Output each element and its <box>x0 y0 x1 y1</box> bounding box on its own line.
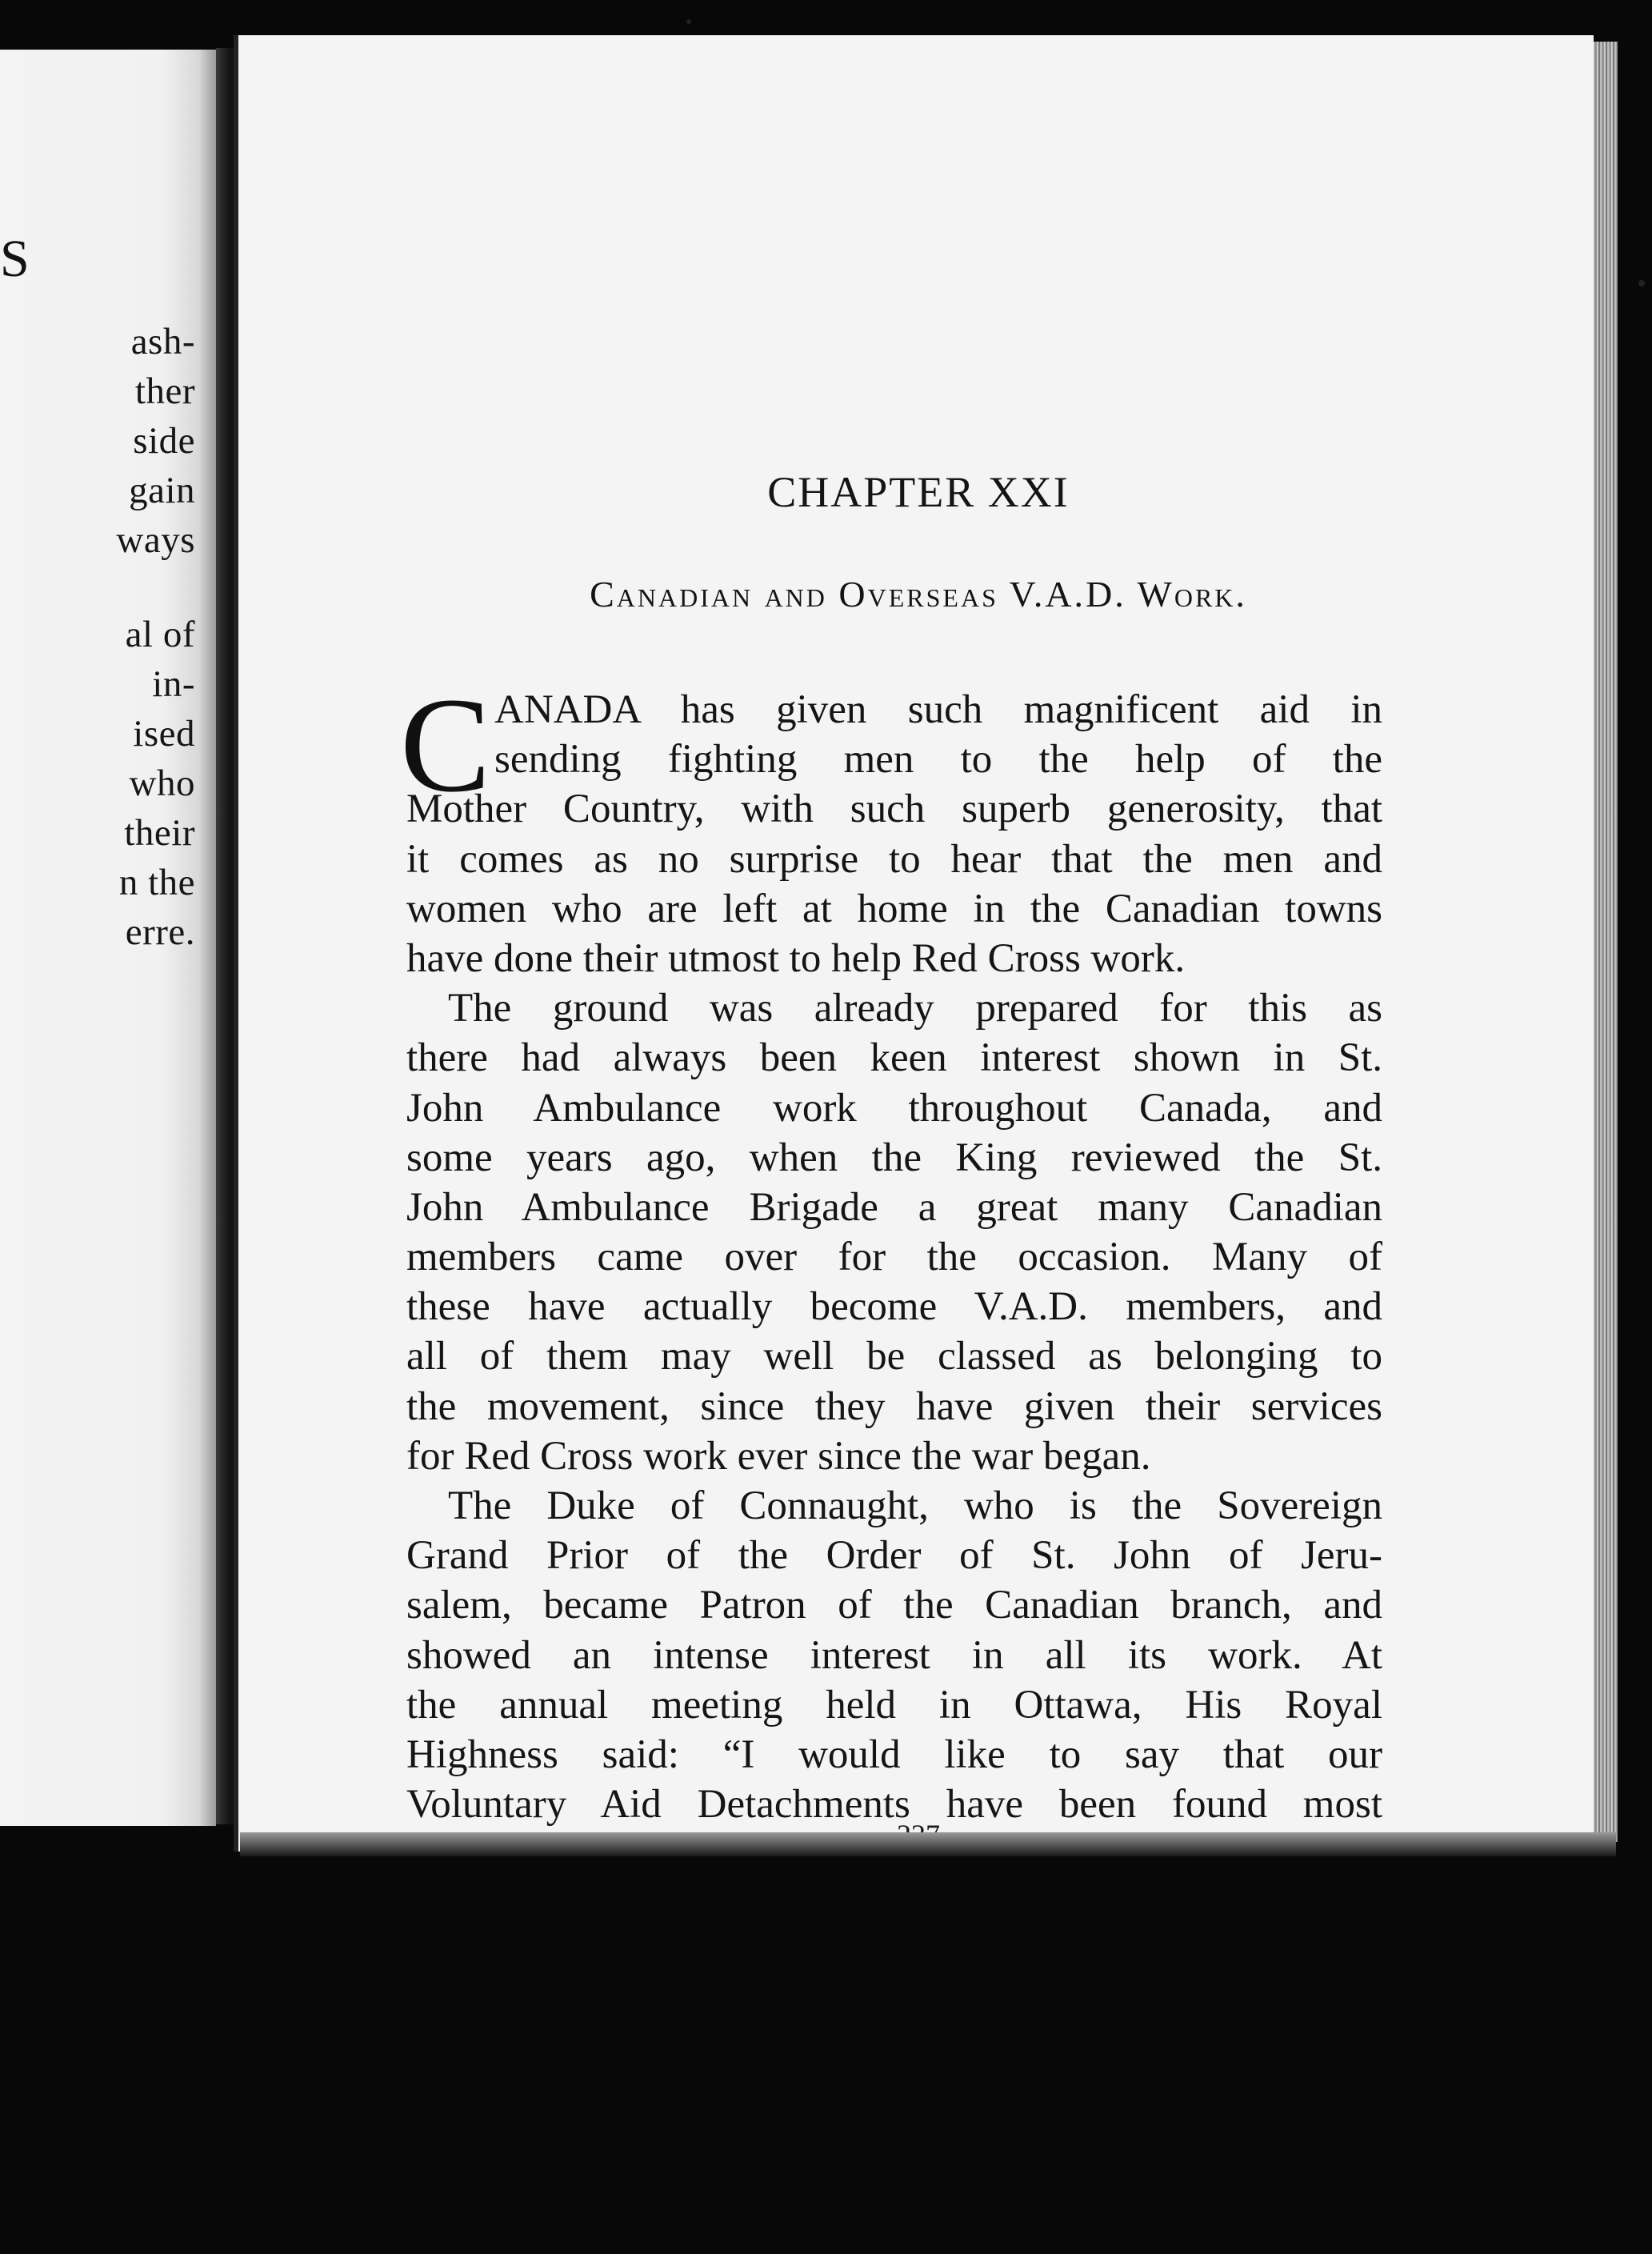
left-page-line: n the <box>118 862 195 903</box>
text-line: John Ambulance Brigade a great many Canadian <box>406 1184 1382 1230</box>
text-line: Grand Prior of the Order of St. John of Jeru- <box>406 1533 1382 1579</box>
text-line: The ground was already prepared for this as <box>448 986 1382 1031</box>
left-page-line: al of <box>125 614 195 655</box>
drop-cap: C <box>400 670 491 820</box>
text-line: these have actually become V.A.D. members, and <box>406 1284 1382 1330</box>
text-line: it comes as no surprise to hear that the men and <box>406 836 1382 882</box>
text-line: for Red Cross work ever since the war began. <box>406 1433 1151 1479</box>
chapter-subtitle: Canadian and Overseas V.A.D. Work. <box>590 574 1247 615</box>
left-page-fragment <box>0 50 216 1826</box>
text-line: there had always been keen interest shown in St. <box>406 1035 1382 1081</box>
left-page-line: in- <box>152 663 195 705</box>
body-text <box>400 670 1382 1829</box>
text-line: the annual meeting held in Ottawa, His Royal <box>406 1682 1382 1728</box>
text-line: Highness said: “I would like to say that our <box>406 1732 1382 1777</box>
left-page-line: ised <box>133 713 195 755</box>
text-line: members came over for the occasion. Many of <box>406 1235 1382 1280</box>
text-line: salem, became Patron of the Canadian branch, and <box>406 1583 1382 1628</box>
left-page-line: ways <box>116 519 195 561</box>
text-line: Voluntary Aid Detachments have been found most <box>406 1782 1382 1828</box>
text-line: sending fighting men to the help of the <box>494 737 1382 783</box>
text-line: Mother Country, with such superb generosity, that <box>406 787 1382 832</box>
text-line: showed an intense interest in all its work. At <box>406 1632 1382 1678</box>
text-line: The Duke of Connaught, who is the Sovereign <box>448 1483 1382 1528</box>
left-page-line: erre. <box>125 911 195 953</box>
text-line: some years ago, when the King reviewed the St. <box>406 1135 1382 1180</box>
left-page-line: ash- <box>130 321 195 362</box>
left-page-heading: S <box>0 230 30 288</box>
text-line: have done their utmost to help Red Cross work. <box>406 935 1186 981</box>
text-line: ANADA has given such magnificent aid in <box>494 687 1382 732</box>
chapter-title: CHAPTER XXI <box>767 468 1070 516</box>
dust-speck <box>686 19 691 24</box>
text-line: John Ambulance work throughout Canada, and <box>406 1085 1382 1131</box>
left-page-line: gain <box>129 470 195 511</box>
left-page-line: ther <box>134 370 195 412</box>
text-line: women who are left at home in the Canadian towns <box>406 886 1382 931</box>
left-page-line: their <box>124 812 195 854</box>
dust-speck <box>1638 280 1645 286</box>
page-bottom-shadow <box>240 1832 1616 1856</box>
page-stack-edge <box>1594 42 1618 1842</box>
text-line: all of them may well be classed as belonging to <box>406 1334 1382 1379</box>
text-line: the movement, since they have given their services <box>406 1383 1382 1429</box>
right-page <box>234 35 1594 1852</box>
left-page-line: side <box>133 420 195 462</box>
left-page-line: who <box>129 763 195 804</box>
